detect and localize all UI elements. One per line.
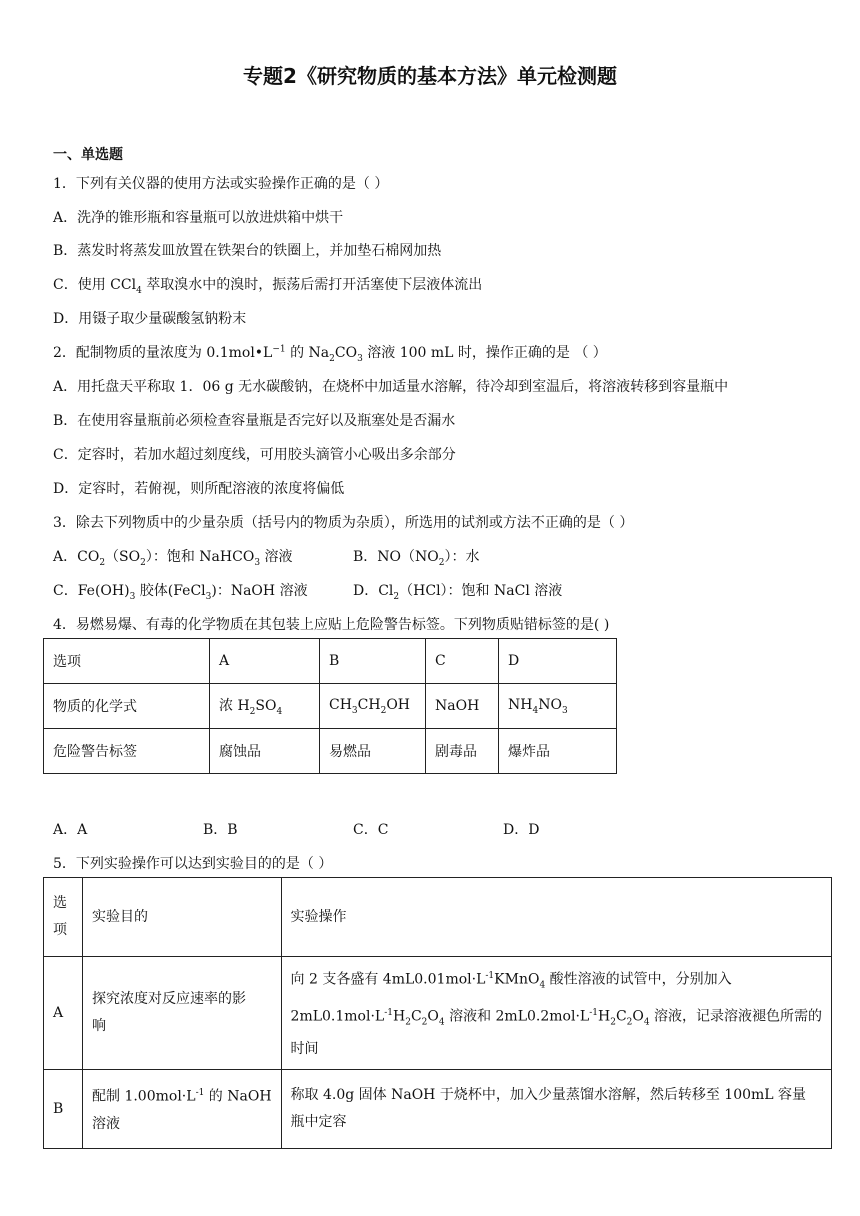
table-cell: B: [320, 639, 426, 684]
section-heading: 一、单选题: [53, 147, 123, 163]
q1-stem: 1．下列有关仪器的使用方法或实验操作正确的是（ ）: [53, 176, 389, 192]
table-cell: 浓 $H_2SO_4$: [210, 684, 320, 729]
table-cell: B: [44, 1070, 83, 1149]
q4-table: [43, 638, 617, 774]
table-cell: 选项: [44, 639, 210, 684]
q2-option-d: D．定容时，若俯视，则所配溶液的浓度将偏低: [53, 481, 345, 497]
table-cell: 爆炸品: [499, 729, 617, 774]
table-row: [44, 878, 832, 957]
table-cell: C: [426, 639, 499, 684]
q3-option-b: B．$NO(NO_2)$：水: [353, 549, 480, 568]
table-cell: 腐蚀品: [210, 729, 320, 774]
table-cell: A: [210, 639, 320, 684]
table-cell: A: [44, 957, 83, 1070]
table-cell: 探究浓度对反应速率的影 响: [83, 957, 282, 1070]
table-cell: 实验操作: [281, 878, 832, 957]
table-cell: 选 项: [44, 878, 83, 957]
q2-option-b: B．在使用容量瓶前必须检查容量瓶是否完好以及瓶塞处是否漏水: [53, 413, 456, 429]
table-row: [44, 684, 617, 729]
q2-option-a: A．用托盘天平称取 1．06 g 无水碳酸钠，在烧杯中加适量水溶解，待冷却到室温后，将溶液转移到容量瓶中: [53, 379, 729, 395]
table-cell: 物质的化学式: [44, 684, 210, 729]
q4-option-b: B．B: [203, 822, 238, 838]
q4-option-c: C．C: [353, 822, 389, 838]
table-row: [44, 1070, 832, 1149]
table-cell: $CH_3CH_2OH$: [320, 684, 426, 729]
q3-stem: 3．除去下列物质中的少量杂质（括号内的物质为杂质），所选用的试剂或方法不正确的是（ ）: [53, 515, 634, 531]
q4-option-d: D．D: [503, 822, 540, 838]
q2-stem: 2．配制物质的量浓度为 $0.1mol•L^{-1}$ 的 $Na_2CO_3$ 溶液 100 mL 时，操作正确的是 （ ）: [53, 344, 607, 364]
table-cell: 实验目的: [83, 878, 282, 957]
table-cell: 剧毒品: [426, 729, 499, 774]
q4-option-a: A．A: [53, 822, 88, 838]
q3-option-d: D．$Cl_2(HCl)$：饱和 NaCl 溶液: [353, 583, 563, 602]
table-cell: 危险警告标签: [44, 729, 210, 774]
q5-stem: 5．下列实验操作可以达到实验目的的是（ ）: [53, 856, 333, 872]
table-cell: 称取 4.0g 固体 NaOH 于烧杯中，加入少量蒸馏水溶解，然后转移至 100mL 容量 瓶中定容: [281, 1070, 832, 1149]
table-cell: D: [499, 639, 617, 684]
q2-option-c: C．定容时，若加水超过刻度线，可用胶头滴管小心吸出多余部分: [53, 447, 456, 463]
table-cell: 配制 $1.00mol\cdot L^{-1}$ 的 NaOH 溶液: [83, 1070, 282, 1149]
q1-option-c: C．使用 CCl$_4$ 萃取溴水中的溴时，振荡后需打开活塞使下层液体流出: [53, 277, 483, 296]
q1-option-d: D．用镊子取少量碳酸氢钠粉末: [53, 311, 247, 327]
q3-option-a: A．$CO_2(SO_2)$：饱和 NaHCO$_3$ 溶液: [53, 549, 293, 568]
q1-option-a: A．洗净的锥形瓶和容量瓶可以放进烘箱中烘干: [53, 210, 344, 226]
q5-table: [43, 877, 832, 1149]
table-row: [44, 957, 832, 1070]
q3-option-c: C．$Fe(OH)_3$ 胶体(FeCl$_3$)：NaOH 溶液: [53, 583, 308, 602]
table-cell: $NH_4NO_3$: [499, 684, 617, 729]
table-row: [44, 639, 617, 684]
table-row: [44, 729, 617, 774]
q1-option-b: B．蒸发时将蒸发皿放置在铁架台的铁圈上，并加垫石棉网加热: [53, 243, 442, 259]
q4-stem: 4．易燃易爆、有毒的化学物质在其包装上应贴上危险警告标签。下列物质贴错标签的是( ): [53, 617, 610, 633]
page-title: 专题2《研究物质的基本方法》单元检测题: [243, 64, 617, 88]
table-cell: 易燃品: [320, 729, 426, 774]
table-cell: NaOH: [426, 684, 499, 729]
table-cell: 向 2 支各盛有 $4mL0.01mol\cdot L^{-1}KMnO_4$ 酸性溶液的试管中，分别加入 $2mL0.1mol\cdot L^{-1}H_2C_2O_4$ 溶液和 $2mL0.2mol\cdot L^{-1}H_2C_2O_4$ 溶液，记录溶液褪色所需的 时间: [281, 957, 832, 1070]
